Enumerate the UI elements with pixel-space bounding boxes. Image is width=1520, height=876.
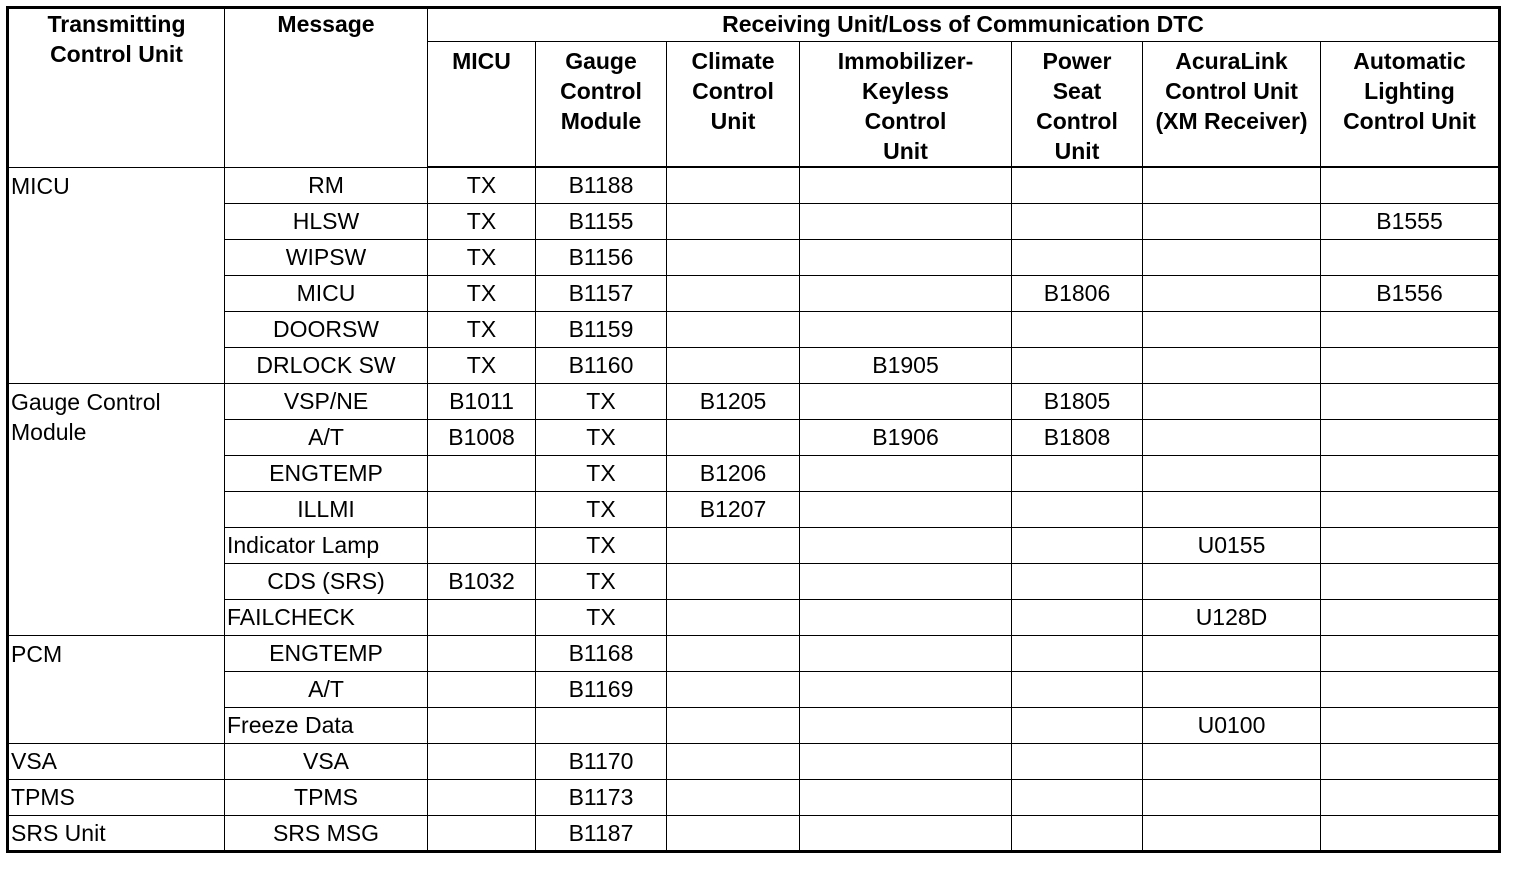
dtc-cell-power-seat-control-unit <box>1012 167 1143 203</box>
dtc-cell-gauge-control-module: B1156 <box>536 239 667 275</box>
table-row <box>8 671 1500 707</box>
dtc-cell-automatic-lighting-control-unit <box>1321 707 1500 743</box>
dtc-table <box>6 6 1501 853</box>
dtc-cell-power-seat-control-unit <box>1012 815 1143 851</box>
dtc-cell-power-seat-control-unit <box>1012 743 1143 779</box>
table-row <box>8 527 1500 563</box>
header-receiver-climate-control-unit <box>667 42 800 168</box>
dtc-cell-power-seat-control-unit <box>1012 563 1143 599</box>
dtc-cell-immobilizer-keyless-control-unit <box>800 239 1012 275</box>
dtc-cell-micu <box>428 635 536 671</box>
dtc-cell-gauge-control-module: TX <box>536 455 667 491</box>
dtc-cell-climate-control-unit: B1206 <box>667 455 800 491</box>
dtc-cell-micu <box>428 743 536 779</box>
dtc-cell-micu: B1032 <box>428 563 536 599</box>
dtc-cell-power-seat-control-unit <box>1012 455 1143 491</box>
dtc-cell-immobilizer-keyless-control-unit <box>800 563 1012 599</box>
message-cell: VSA <box>225 743 428 779</box>
dtc-cell-climate-control-unit <box>667 815 800 851</box>
dtc-cell-micu <box>428 527 536 563</box>
dtc-cell-automatic-lighting-control-unit <box>1321 743 1500 779</box>
dtc-cell-immobilizer-keyless-control-unit <box>800 167 1012 203</box>
table-row <box>8 203 1500 239</box>
dtc-cell-power-seat-control-unit <box>1012 599 1143 635</box>
dtc-cell-acuralink-control-unit-xm-receiver: U0100 <box>1143 707 1321 743</box>
dtc-cell-micu: TX <box>428 275 536 311</box>
message-cell: Indicator Lamp <box>225 527 428 563</box>
dtc-cell-power-seat-control-unit <box>1012 203 1143 239</box>
dtc-cell-automatic-lighting-control-unit <box>1321 455 1500 491</box>
message-cell: VSP/NE <box>225 383 428 419</box>
dtc-cell-climate-control-unit <box>667 203 800 239</box>
dtc-cell-immobilizer-keyless-control-unit <box>800 743 1012 779</box>
dtc-cell-gauge-control-module: B1169 <box>536 671 667 707</box>
dtc-cell-gauge-control-module: B1188 <box>536 167 667 203</box>
header-receiver-label: Climate Control Unit <box>691 48 775 134</box>
dtc-cell-automatic-lighting-control-unit <box>1321 779 1500 815</box>
header-message <box>225 8 428 168</box>
dtc-cell-power-seat-control-unit <box>1012 311 1143 347</box>
dtc-cell-acuralink-control-unit-xm-receiver <box>1143 383 1321 419</box>
dtc-cell-acuralink-control-unit-xm-receiver <box>1143 275 1321 311</box>
dtc-cell-climate-control-unit <box>667 743 800 779</box>
dtc-cell-immobilizer-keyless-control-unit: B1906 <box>800 419 1012 455</box>
dtc-cell-micu <box>428 815 536 851</box>
header-receiving-unit-label: Receiving Unit/Loss of Communication DTC <box>722 11 1204 37</box>
table-row <box>8 779 1500 815</box>
dtc-cell-automatic-lighting-control-unit <box>1321 563 1500 599</box>
dtc-cell-climate-control-unit <box>667 347 800 383</box>
dtc-cell-immobilizer-keyless-control-unit <box>800 707 1012 743</box>
dtc-cell-immobilizer-keyless-control-unit <box>800 527 1012 563</box>
header-receiver-gauge-control-module <box>536 42 667 168</box>
dtc-cell-power-seat-control-unit <box>1012 779 1143 815</box>
table-row <box>8 311 1500 347</box>
header-receiver-power-seat-control-unit <box>1012 42 1143 168</box>
dtc-cell-gauge-control-module: TX <box>536 491 667 527</box>
dtc-cell-gauge-control-module: B1159 <box>536 311 667 347</box>
dtc-cell-gauge-control-module: B1157 <box>536 275 667 311</box>
message-cell: ENGTEMP <box>225 635 428 671</box>
message-cell: A/T <box>225 671 428 707</box>
header-message-label: Message <box>277 11 375 37</box>
dtc-cell-gauge-control-module: TX <box>536 527 667 563</box>
dtc-cell-climate-control-unit <box>667 779 800 815</box>
dtc-cell-climate-control-unit <box>667 527 800 563</box>
dtc-cell-acuralink-control-unit-xm-receiver <box>1143 455 1321 491</box>
dtc-cell-acuralink-control-unit-xm-receiver <box>1143 635 1321 671</box>
dtc-cell-climate-control-unit: B1207 <box>667 491 800 527</box>
message-cell: SRS MSG <box>225 815 428 851</box>
header-transmitting-unit <box>8 8 225 168</box>
table-row <box>8 815 1500 851</box>
header-receiver-acuralink-control-unit-xm-receiver <box>1143 42 1321 168</box>
dtc-cell-automatic-lighting-control-unit <box>1321 527 1500 563</box>
dtc-cell-power-seat-control-unit <box>1012 491 1143 527</box>
table-row <box>8 563 1500 599</box>
dtc-cell-immobilizer-keyless-control-unit <box>800 311 1012 347</box>
table-row <box>8 491 1500 527</box>
table-row <box>8 167 1500 203</box>
dtc-cell-micu: TX <box>428 167 536 203</box>
dtc-cell-automatic-lighting-control-unit: B1556 <box>1321 275 1500 311</box>
dtc-cell-acuralink-control-unit-xm-receiver <box>1143 815 1321 851</box>
table-row <box>8 275 1500 311</box>
table-row <box>8 419 1500 455</box>
dtc-cell-automatic-lighting-control-unit <box>1321 815 1500 851</box>
message-cell: ILLMI <box>225 491 428 527</box>
dtc-cell-automatic-lighting-control-unit <box>1321 671 1500 707</box>
header-receiver-label: Power Seat Control Unit <box>1036 48 1118 164</box>
table-row <box>8 707 1500 743</box>
dtc-cell-micu: TX <box>428 347 536 383</box>
dtc-cell-gauge-control-module: B1160 <box>536 347 667 383</box>
dtc-cell-automatic-lighting-control-unit <box>1321 419 1500 455</box>
dtc-cell-acuralink-control-unit-xm-receiver <box>1143 743 1321 779</box>
dtc-cell-acuralink-control-unit-xm-receiver <box>1143 203 1321 239</box>
dtc-cell-automatic-lighting-control-unit <box>1321 311 1500 347</box>
dtc-cell-climate-control-unit <box>667 239 800 275</box>
dtc-cell-power-seat-control-unit <box>1012 707 1143 743</box>
header-receiver-label: AcuraLink Control Unit (XM Receiver) <box>1155 48 1308 134</box>
table-row <box>8 599 1500 635</box>
header-receiver-label: Gauge Control Module <box>560 48 642 134</box>
dtc-cell-micu: B1008 <box>428 419 536 455</box>
dtc-cell-acuralink-control-unit-xm-receiver <box>1143 311 1321 347</box>
dtc-cell-climate-control-unit: B1205 <box>667 383 800 419</box>
dtc-cell-acuralink-control-unit-xm-receiver: U128D <box>1143 599 1321 635</box>
dtc-cell-climate-control-unit <box>667 599 800 635</box>
dtc-cell-automatic-lighting-control-unit <box>1321 599 1500 635</box>
dtc-cell-immobilizer-keyless-control-unit <box>800 203 1012 239</box>
dtc-cell-gauge-control-module <box>536 707 667 743</box>
dtc-cell-acuralink-control-unit-xm-receiver <box>1143 779 1321 815</box>
dtc-cell-immobilizer-keyless-control-unit <box>800 815 1012 851</box>
dtc-cell-power-seat-control-unit <box>1012 635 1143 671</box>
dtc-cell-gauge-control-module: B1187 <box>536 815 667 851</box>
dtc-cell-immobilizer-keyless-control-unit <box>800 599 1012 635</box>
dtc-cell-acuralink-control-unit-xm-receiver: U0155 <box>1143 527 1321 563</box>
dtc-cell-micu: B1011 <box>428 383 536 419</box>
transmitting-unit-cell: PCM <box>8 635 225 743</box>
dtc-cell-climate-control-unit <box>667 275 800 311</box>
message-cell: DOORSW <box>225 311 428 347</box>
dtc-cell-automatic-lighting-control-unit <box>1321 167 1500 203</box>
message-cell: ENGTEMP <box>225 455 428 491</box>
transmitting-unit-cell: TPMS <box>8 779 225 815</box>
header-receiver-automatic-lighting-control-unit <box>1321 42 1500 168</box>
dtc-cell-immobilizer-keyless-control-unit <box>800 383 1012 419</box>
dtc-cell-climate-control-unit <box>667 563 800 599</box>
dtc-cell-micu <box>428 779 536 815</box>
dtc-cell-automatic-lighting-control-unit <box>1321 347 1500 383</box>
dtc-cell-automatic-lighting-control-unit <box>1321 239 1500 275</box>
dtc-cell-micu <box>428 707 536 743</box>
dtc-cell-gauge-control-module: B1168 <box>536 635 667 671</box>
table-row <box>8 239 1500 275</box>
transmitting-unit-cell: MICU <box>8 167 225 383</box>
header-transmitting-unit-label: Transmitting Control Unit <box>47 11 186 67</box>
transmitting-unit-cell: Gauge Control Module <box>8 383 225 635</box>
dtc-cell-micu: TX <box>428 311 536 347</box>
dtc-cell-immobilizer-keyless-control-unit <box>800 491 1012 527</box>
dtc-cell-acuralink-control-unit-xm-receiver <box>1143 167 1321 203</box>
header-receiving-unit <box>428 8 1500 42</box>
message-cell: FAILCHECK <box>225 599 428 635</box>
header-receiver-immobilizer-keyless-control-unit <box>800 42 1012 168</box>
message-cell: CDS (SRS) <box>225 563 428 599</box>
dtc-cell-power-seat-control-unit: B1806 <box>1012 275 1143 311</box>
message-cell: MICU <box>225 275 428 311</box>
dtc-cell-immobilizer-keyless-control-unit <box>800 779 1012 815</box>
dtc-cell-micu <box>428 491 536 527</box>
dtc-cell-gauge-control-module: B1155 <box>536 203 667 239</box>
table-row <box>8 743 1500 779</box>
dtc-cell-automatic-lighting-control-unit <box>1321 491 1500 527</box>
message-cell: DRLOCK SW <box>225 347 428 383</box>
message-cell: Freeze Data <box>225 707 428 743</box>
dtc-cell-climate-control-unit <box>667 707 800 743</box>
dtc-cell-micu <box>428 455 536 491</box>
header-receiver-label: Immobilizer- Keyless Control Unit <box>837 48 974 164</box>
dtc-cell-automatic-lighting-control-unit <box>1321 383 1500 419</box>
message-cell: HLSW <box>225 203 428 239</box>
dtc-cell-gauge-control-module: TX <box>536 383 667 419</box>
header-receiver-label: Automatic Lighting Control Unit <box>1343 48 1476 134</box>
table-row <box>8 347 1500 383</box>
dtc-cell-power-seat-control-unit: B1808 <box>1012 419 1143 455</box>
dtc-cell-climate-control-unit <box>667 671 800 707</box>
message-cell: TPMS <box>225 779 428 815</box>
dtc-cell-automatic-lighting-control-unit <box>1321 635 1500 671</box>
dtc-cell-micu: TX <box>428 239 536 275</box>
dtc-cell-climate-control-unit <box>667 311 800 347</box>
dtc-cell-gauge-control-module: TX <box>536 599 667 635</box>
message-cell: WIPSW <box>225 239 428 275</box>
dtc-cell-immobilizer-keyless-control-unit <box>800 671 1012 707</box>
table-row <box>8 635 1500 671</box>
header-receiver-micu <box>428 42 536 168</box>
transmitting-unit-cell: SRS Unit <box>8 815 225 851</box>
message-cell: A/T <box>225 419 428 455</box>
dtc-cell-climate-control-unit <box>667 167 800 203</box>
dtc-cell-power-seat-control-unit <box>1012 239 1143 275</box>
dtc-cell-acuralink-control-unit-xm-receiver <box>1143 563 1321 599</box>
dtc-cell-gauge-control-module: B1170 <box>536 743 667 779</box>
message-cell: RM <box>225 167 428 203</box>
dtc-cell-acuralink-control-unit-xm-receiver <box>1143 491 1321 527</box>
dtc-cell-micu: TX <box>428 203 536 239</box>
header-receiver-label: MICU <box>452 48 511 74</box>
dtc-cell-acuralink-control-unit-xm-receiver <box>1143 419 1321 455</box>
table-row <box>8 455 1500 491</box>
dtc-cell-automatic-lighting-control-unit: B1555 <box>1321 203 1500 239</box>
dtc-cell-gauge-control-module: TX <box>536 419 667 455</box>
dtc-cell-gauge-control-module: TX <box>536 563 667 599</box>
dtc-cell-acuralink-control-unit-xm-receiver <box>1143 239 1321 275</box>
dtc-cell-gauge-control-module: B1173 <box>536 779 667 815</box>
dtc-cell-power-seat-control-unit: B1805 <box>1012 383 1143 419</box>
dtc-cell-power-seat-control-unit <box>1012 347 1143 383</box>
dtc-cell-acuralink-control-unit-xm-receiver <box>1143 671 1321 707</box>
table-row <box>8 383 1500 419</box>
dtc-cell-immobilizer-keyless-control-unit <box>800 635 1012 671</box>
dtc-cell-acuralink-control-unit-xm-receiver <box>1143 347 1321 383</box>
dtc-cell-micu <box>428 671 536 707</box>
dtc-cell-climate-control-unit <box>667 635 800 671</box>
dtc-cell-immobilizer-keyless-control-unit: B1905 <box>800 347 1012 383</box>
dtc-cell-immobilizer-keyless-control-unit <box>800 455 1012 491</box>
dtc-cell-immobilizer-keyless-control-unit <box>800 275 1012 311</box>
dtc-cell-climate-control-unit <box>667 419 800 455</box>
transmitting-unit-cell: VSA <box>8 743 225 779</box>
dtc-cell-micu <box>428 599 536 635</box>
dtc-cell-power-seat-control-unit <box>1012 671 1143 707</box>
dtc-cell-power-seat-control-unit <box>1012 527 1143 563</box>
